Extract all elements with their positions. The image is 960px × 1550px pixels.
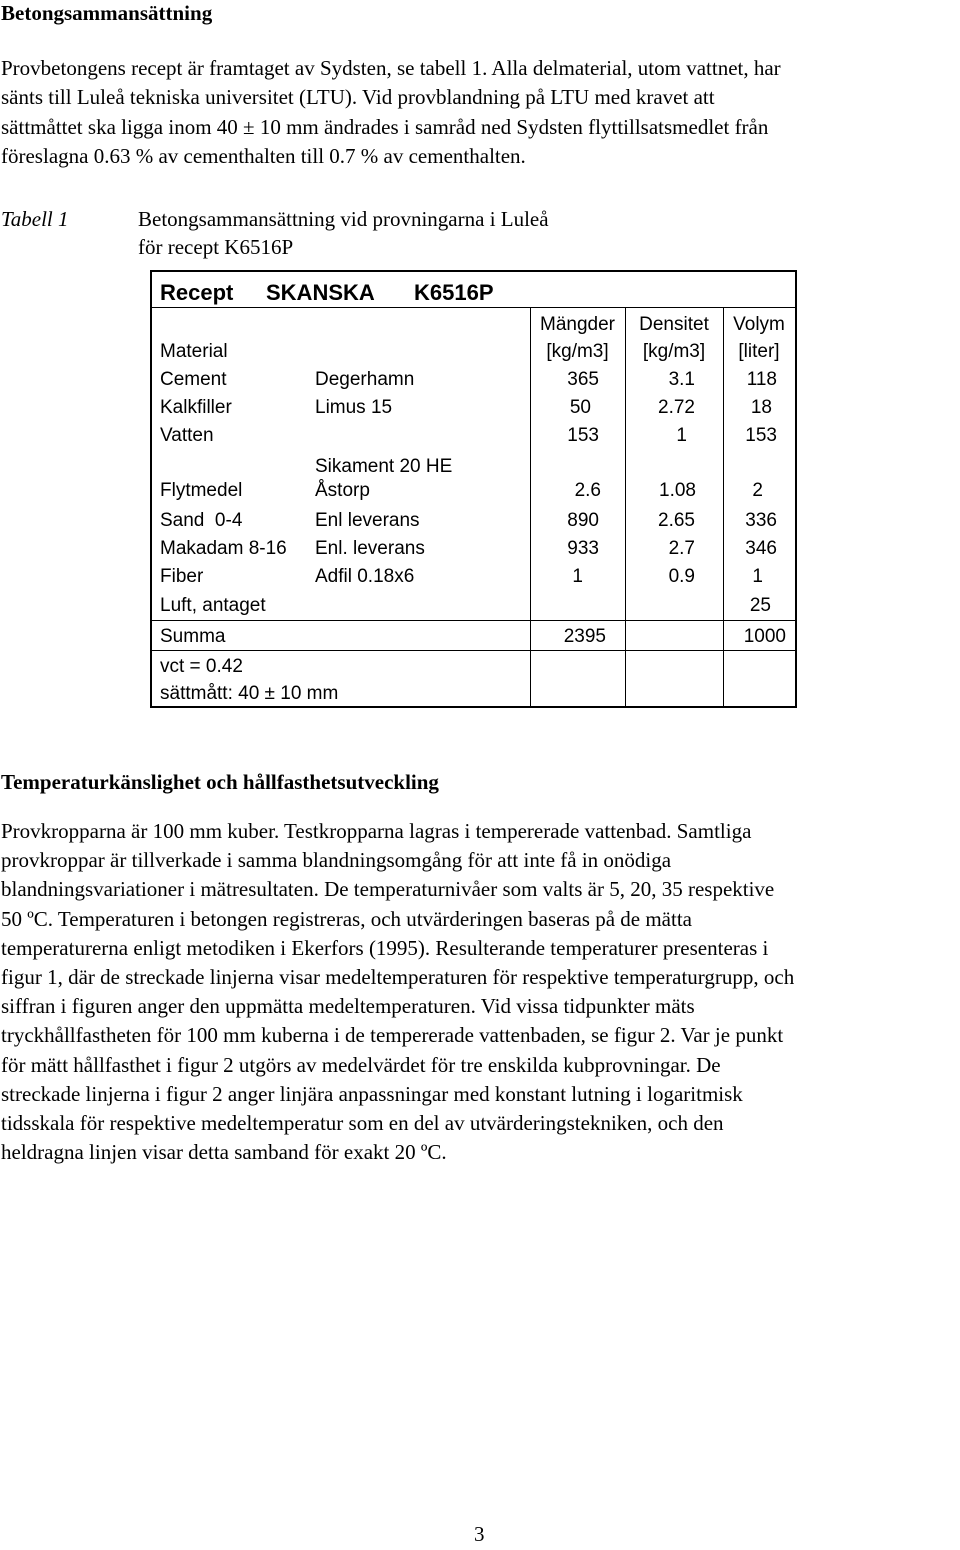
table-cell-type: Enl leverans bbox=[315, 510, 420, 531]
summa-label: Summa bbox=[160, 626, 226, 647]
summa-amount: 2395 bbox=[563, 626, 606, 647]
table-cell-density: 1 bbox=[676, 425, 687, 446]
page-number: 3 bbox=[474, 1522, 485, 1546]
table-cell-material: Luft, antaget bbox=[160, 595, 266, 616]
table-cell-material: Makadam 8-16 bbox=[160, 538, 287, 559]
header-volume: Volym bbox=[733, 314, 785, 335]
table-cell-material: Cement bbox=[160, 369, 227, 390]
header-density-unit: [kg/m3] bbox=[642, 341, 706, 362]
table-cell-type: Sikament 20 HE bbox=[315, 456, 453, 477]
table-cell-type: Enl. leverans bbox=[315, 538, 425, 559]
paragraph-line: för mätt hållfasthet i figur 2 utgörs av medelvärdet för tre enskilda kubprovningar. De bbox=[1, 1052, 721, 1077]
table-cell-density: 2.7 bbox=[668, 538, 695, 559]
table-cell-amount: 50 bbox=[569, 397, 591, 418]
table-cell-type: Adfil 0.18x6 bbox=[315, 566, 415, 587]
paragraph-line: siffran i figuren anger den uppmätta medeltemperaturen. Vid vissa tidpunkter mäts bbox=[1, 994, 695, 1019]
table-divider bbox=[152, 620, 795, 621]
table-cell-amount: 933 bbox=[567, 538, 599, 559]
table-footer-slump: sättmått: 40 ± 10 mm bbox=[160, 683, 339, 704]
table-footer-vct: vct = 0.42 bbox=[160, 656, 243, 677]
paragraph-line: streckade linjerna i figur 2 anger linjära anpassningar med konstant lutning i logaritmisk bbox=[1, 1081, 743, 1106]
table-cell-amount: 365 bbox=[567, 369, 599, 390]
paragraph-line: Provkropparna är 100 mm kuber. Testkropparna lagras i tempererade vattenbad. Samtliga bbox=[1, 819, 752, 843]
table-caption-label: Tabell 1 bbox=[1, 207, 69, 231]
recipe-title: Recept bbox=[160, 280, 234, 305]
table-cell-density: 3.1 bbox=[668, 369, 695, 390]
paragraph-line: sänts till Luleå tekniska universitet (LTU). Vid provblandning på LTU med kravet att bbox=[1, 85, 715, 110]
table-cell-volume: 153 bbox=[745, 425, 777, 446]
paragraph-line: provkroppar är tillverkade i samma blandningsomgång för att inte få in onödiga bbox=[1, 848, 672, 873]
paragraph-intro bbox=[1, 54, 959, 171]
recipe-code: K6516P bbox=[414, 280, 494, 305]
table-cell-material: Fiber bbox=[160, 566, 204, 587]
header-density: Densitet bbox=[639, 314, 709, 335]
paragraph-temperature bbox=[1, 817, 959, 1167]
table-cell-material: Sand 0-4 bbox=[160, 510, 243, 531]
table-cell-type: Limus 15 bbox=[315, 397, 393, 418]
table-divider bbox=[152, 650, 795, 651]
table-cell-density: 2.65 bbox=[658, 510, 695, 531]
table-cell-amount: 890 bbox=[567, 510, 599, 531]
paragraph-line: föreslagna 0.63 % av cementhalten till 0.7 % av cementhalten. bbox=[1, 143, 526, 168]
table-cell-volume: 25 bbox=[749, 595, 771, 616]
paragraph-line: Provbetongens recept är framtaget av Sydsten, se tabell 1. Alla delmaterial, utom vattnet, har bbox=[1, 56, 781, 80]
paragraph-line: tryckhållfastheten för 100 mm kuberna i de tempererade vattenbaden, se figur 2. Var je punkt bbox=[1, 1023, 784, 1048]
table-cell-material: Flytmedel bbox=[160, 480, 243, 501]
table-cell-volume: 118 bbox=[746, 369, 777, 390]
paragraph-line: blandningsvariationer i mätresultaten. De temperaturnivåer som valts är 5, 20, 35 respektive bbox=[1, 877, 775, 902]
table-cell-volume: 18 bbox=[750, 397, 772, 418]
table-caption-line: Betongsammansättning vid provningarna i Luleå bbox=[138, 207, 549, 231]
table-cell-density: 0.9 bbox=[668, 566, 695, 587]
summa-volume: 1000 bbox=[743, 626, 786, 647]
table-cell-type: Åstorp bbox=[315, 480, 370, 501]
section-heading-temperaturkanslighet: Temperaturkänslighet och hållfasthetsutveckling bbox=[1, 770, 439, 794]
section-heading-betongsammansattning: Betongsammansättning bbox=[1, 1, 213, 25]
table-cell-type: Degerhamn bbox=[315, 369, 415, 390]
table-caption bbox=[138, 205, 549, 261]
table-cell-amount: 2.6 bbox=[574, 480, 601, 501]
table-column-divider bbox=[625, 307, 626, 706]
table-cell-volume: 336 bbox=[745, 510, 777, 531]
recipe-supplier: SKANSKA bbox=[266, 280, 375, 305]
table-cell-density: 1.08 bbox=[659, 480, 696, 501]
table-divider bbox=[152, 307, 795, 308]
table-cell-volume: 1 bbox=[752, 566, 763, 587]
recipe-table bbox=[150, 270, 797, 708]
header-material: Material bbox=[160, 341, 228, 362]
header-volume-unit: [liter] bbox=[738, 341, 780, 362]
header-amount-unit: [kg/m3] bbox=[546, 341, 609, 362]
table-cell-volume: 2 bbox=[752, 480, 763, 501]
paragraph-line: 50 ºC. Temperaturen i betongen registreras, och utvärderingen baseras på de mätta bbox=[1, 906, 692, 931]
table-cell-amount: 153 bbox=[567, 425, 599, 446]
paragraph-line: tidsskala för respektive medeltemperatur som en del av utvärderingstekniken, och den bbox=[1, 1110, 724, 1135]
table-cell-density: 2.72 bbox=[658, 397, 695, 418]
paragraph-line: temperaturerna enligt metodiken i Ekerfors (1995). Resulterande temperaturer presenteras i bbox=[1, 935, 769, 960]
paragraph-line: sättmåttet ska ligga inom 40 ± 10 mm ändrades i samråd ned Sydsten flyttillsatsmedlet från bbox=[1, 114, 769, 139]
table-cell-material: Kalkfiller bbox=[160, 397, 232, 418]
table-cell-material: Vatten bbox=[160, 425, 214, 446]
table-cell-volume: 346 bbox=[745, 538, 777, 559]
paragraph-line: figur 1, där de streckade linjerna visar medeltemperaturen för respektive temperaturgrupp, och bbox=[1, 964, 795, 989]
table-cell-amount: 1 bbox=[572, 566, 583, 587]
paragraph-line: heldragna linjen visar detta samband för exakt 20 ºC. bbox=[1, 1140, 447, 1165]
table-caption-line: för recept K6516P bbox=[138, 235, 294, 259]
header-amount: Mängder bbox=[540, 314, 615, 335]
